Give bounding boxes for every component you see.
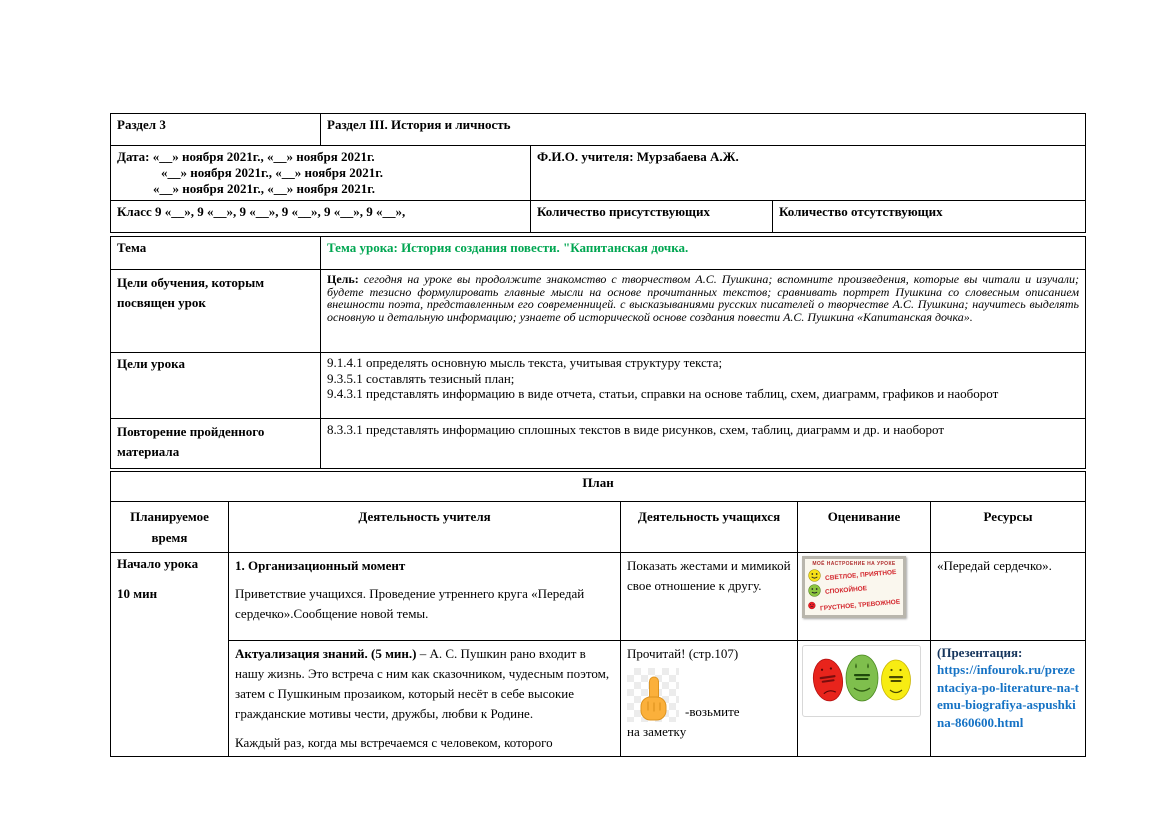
finger-up-icon [636, 676, 670, 722]
present-count-cell: Количество присутствующих [531, 201, 773, 233]
repeat-label-cell: Повторение пройденного материала [111, 419, 321, 469]
teacher-activity-1-cell [229, 552, 621, 640]
mood-board-title: МОЁ НАСТРОЕНИЕ НА УРОКЕ [812, 560, 896, 567]
mood-row-2 [808, 584, 900, 597]
learning-goals-row [111, 270, 1086, 353]
org-moment-text: Приветствие учащихся. Проведение утреннего круга «Передай сердечко».Сообщение новой темы. [235, 586, 585, 621]
student-activity-2-cell [621, 640, 798, 757]
plan-title-row [111, 472, 1086, 502]
lesson-info-table [110, 236, 1086, 469]
lesson-goals-row [111, 353, 1086, 419]
goal-word-label: Цель: [327, 272, 359, 286]
red-sad-smiley-icon [808, 599, 816, 612]
green-oval-smiley [846, 655, 878, 701]
yellow-smiley-icon [808, 569, 821, 582]
header-info-table [110, 113, 1086, 233]
plan-header-row [111, 502, 1086, 553]
mood-row-1 [808, 569, 900, 582]
date-row [111, 146, 1086, 201]
time-cell [111, 552, 229, 757]
note-text-2: на заметку [627, 723, 687, 739]
class-row [111, 201, 1086, 233]
learning-goals-text-cell [321, 270, 1086, 353]
learning-goals-paragraph [327, 273, 1079, 324]
time-label: Начало урока [117, 555, 199, 571]
goal-paragraph-text: сегодня на уроке вы продолжите знакомство с творчеством А.С. Пушкина; вспомните произведения, которые вы читали и изучали; будете тезисно формулировать главные мысли на основе прочитанных текстов; сравнивать портрет Пушкина со словесным описанием внешности поэта, представленным его современницей. с высказываниями русских писателей о творчестве А.С. Пушкина; научитесь выделять основную и детальную информацию; узнаете об исторической основе создания повести А.С. Пушкина «Капитанская дочка». [327, 272, 1079, 325]
learning-goals-label-cell: Цели обучения, которым посвящен урок [111, 270, 321, 353]
absent-count-cell: Количество отсутствующих [773, 201, 1086, 233]
green-smiley-icon [808, 584, 821, 597]
repeat-text-cell: 8.3.3.1 представлять информацию сплошных текстов в виде рисунков, схем, таблиц, диаграмм и др. и наоборот [321, 419, 1086, 469]
lesson-plan-document [110, 113, 1085, 757]
pointing-finger-emoji-icon [627, 668, 679, 722]
presentation-link[interactable]: https://infourok.ru/prezentaciya-po-literature-na-temu-biografiya-aspushkina-860600.html [937, 662, 1080, 730]
oval-smileys-image [802, 645, 921, 717]
lesson-goal-1: 9.1.4.1 определять основную мысль текста, учитывая структуру текста; [327, 355, 723, 370]
col-header-teacher-activity: Деятельность учителя [229, 502, 621, 553]
assessment-1-cell [798, 552, 931, 640]
note-text-1: -возьмите [685, 703, 740, 719]
lesson-goals-text-cell [321, 353, 1086, 419]
repeat-row [111, 419, 1086, 469]
plan-title-cell: План [111, 472, 1086, 502]
lesson-goals-label-cell: Цели урока [111, 353, 321, 419]
yellow-oval-smiley [881, 660, 910, 700]
actualization-heading: Актуализация знаний. (5 мин.) [235, 645, 417, 661]
tema-value-text: Тема урока: История создания повести. "Капитанская дочка. [327, 240, 689, 255]
org-moment-heading: 1. Организационный момент [235, 557, 406, 573]
actualization-paragraph [235, 644, 614, 725]
class-cell: Класс 9 «__», 9 «__», 9 «__», 9 «__», 9 «__», 9 «__», [111, 201, 531, 233]
resources-1-cell [931, 552, 1086, 640]
mood-label-2: СПОКОЙНОЕ [824, 584, 868, 596]
lesson-goal-2: 9.3.5.1 составлять тезисный план; [327, 370, 515, 386]
mood-label-1: СВЕТЛОЕ, ПРИЯТНОЕ [824, 568, 897, 582]
tema-row [111, 237, 1086, 270]
mood-row-3 [808, 599, 900, 612]
razdel-value-cell: Раздел III. История и личность [321, 114, 1086, 146]
razdel-label-cell: Раздел 3 [111, 114, 321, 146]
mood-label-3: ГРУСТНОЕ, ТРЕВОЖНОЕ [819, 598, 901, 613]
assessment-2-cell [798, 640, 931, 757]
time-duration: 10 мин [117, 585, 158, 601]
plan-row-1 [111, 552, 1086, 640]
plan-table [110, 471, 1086, 757]
teacher-activity-2-cell [229, 640, 621, 757]
resources-2-cell [931, 640, 1086, 757]
date-line-1: Дата: «__» ноября 2021г., «__» ноября 2021г. [117, 149, 375, 164]
student-activity-1-cell [621, 552, 798, 640]
three-oval-smileys-icon [808, 650, 916, 712]
col-header-student-activity: Деятельность учащихся [621, 502, 798, 553]
col-header-time: Планируемое время [111, 502, 229, 553]
presentation-label: (Презентация: [937, 644, 1023, 660]
col-header-assessment: Оценивание [798, 502, 931, 553]
actualization-text: – А. С. Пушкин рано входит в нашу жизнь. Это встреча с ним как сказочником, чудесным поэтом, затем с Пушкиным прозаиком, который несёт в себе высокие гражданские мотивы чести, дружбы, любви к Родине. [235, 645, 610, 722]
resources-1-text: «Передай сердечко». [937, 557, 1052, 573]
plan-row-2 [111, 640, 1086, 757]
red-oval-smiley [810, 657, 845, 703]
teacher-name-cell: Ф.И.О. учителя: Мурзабаева А.Ж. [531, 146, 1086, 201]
date-line-3: «__» ноября 2021г., «__» ноября 2021г. [153, 181, 375, 196]
mood-board-image [802, 556, 906, 618]
student-activity-1-text: Показать жестами и мимикой свое отношение к другу. [627, 557, 791, 593]
actualization-paragraph-2: Каждый раз, когда мы встречаемся с человеком, которого [235, 735, 553, 751]
date-line-2: «__» ноября 2021г., «__» ноября 2021г. [161, 165, 383, 180]
tema-value-cell [321, 237, 1086, 270]
finger-note-row [627, 668, 791, 722]
read-task-text: Прочитай! (стр.107) [627, 645, 739, 661]
date-cell [111, 146, 531, 201]
lesson-goal-3: 9.4.3.1 представлять информацию в виде отчета, статьи, справки на основе таблиц, схем, диаграмм, графиков и наоборот [327, 386, 999, 401]
razdel-row [111, 114, 1086, 146]
col-header-resources: Ресурсы [931, 502, 1086, 553]
tema-label-cell: Тема [111, 237, 321, 270]
